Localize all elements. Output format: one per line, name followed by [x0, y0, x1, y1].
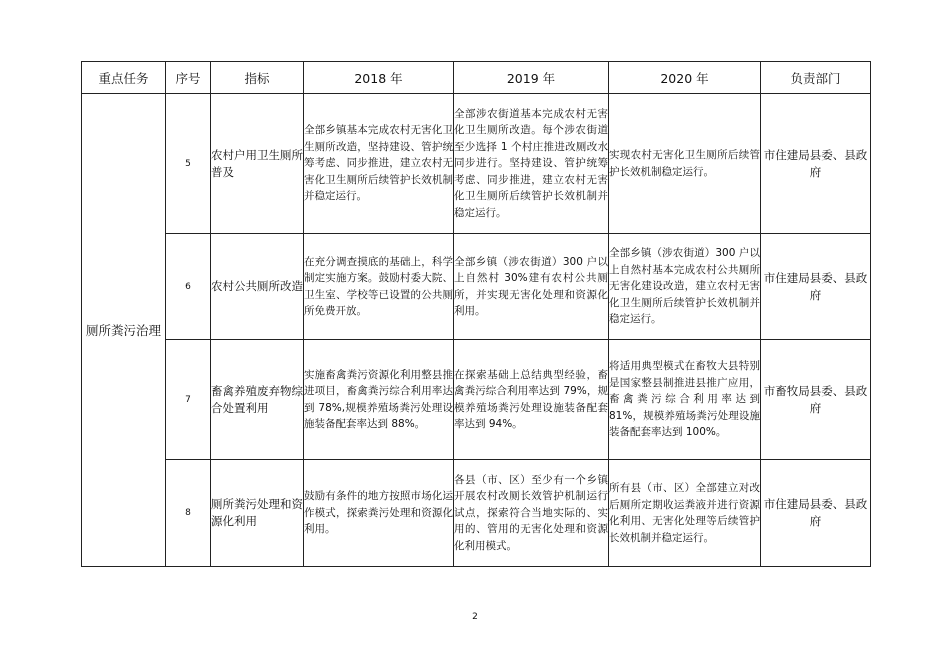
- plan-2019-cell: 全部涉农街道基本完成农村无害化卫生厕所改造。每个涉农街道至少选择 1 个村庄推进改厕改水同步进行。坚持建设、管护统筹考虑、同步推进，建立农村无害化卫生厕所后续管护长效机制并稳定运行。: [454, 94, 609, 234]
- table-header-row: [82, 62, 871, 94]
- plan-2019-cell: 在探索基础上总结典型经验，畜禽粪污综合利用率达到 79%，规模养殖场粪污处理设施装备配套率达到 94%。: [454, 340, 609, 460]
- table-row: [82, 94, 871, 234]
- seq-cell: 6: [166, 234, 211, 340]
- header-indicator: 指标: [211, 62, 304, 94]
- header-seq: 序号: [166, 62, 211, 94]
- header-2018: 2018 年: [304, 62, 454, 94]
- indicator-cell: 农村公共厕所改造: [211, 234, 304, 340]
- header-key-task: 重点任务: [82, 62, 166, 94]
- header-2019: 2019 年: [454, 62, 609, 94]
- plan-2020-cell: 所有县（市、区）全部建立对改后厕所定期收运粪液并进行资源化利用、无害化处理等后续管护长效机制并稳定运行。: [609, 460, 761, 567]
- plan-2020-cell: 全部乡镇（涉农街道）300 户以上自然村基本完成农村公共厕所无害化建设改造，建立农村无害化卫生厕所后续管护长效机制并稳定运行。: [609, 234, 761, 340]
- plan-2018-cell: 鼓励有条件的地方按照市场化运作模式，探索粪污处理和资源化利用。: [304, 460, 454, 567]
- department-cell: 市住建局县委、县政府: [761, 94, 871, 234]
- department-cell: 市住建局县委、县政府: [761, 234, 871, 340]
- task-table: [81, 61, 871, 567]
- plan-2019-cell: 全部乡镇（涉农街道）300 户以上自然村 30%建有农村公共厕所，并实现无害化处理和资源化利用。: [454, 234, 609, 340]
- plan-2020-cell: 实现农村无害化卫生厕所后续管护长效机制稳定运行。: [609, 94, 761, 234]
- department-cell: 市畜牧局县委、县政府: [761, 340, 871, 460]
- seq-cell: 8: [166, 460, 211, 567]
- indicator-cell: 厕所粪污处理和资源化利用: [211, 460, 304, 567]
- plan-2018-cell: 实施畜禽粪污资源化利用整县推进项目，畜禽粪污综合利用率达到 78%,规模养殖场粪污处理设施装备配套率达到 88%。: [304, 340, 454, 460]
- plan-2018-cell: 在充分调查摸底的基础上，科学制定实施方案。鼓励村委大院、卫生室、学校等已设置的公共厕所免费开放。: [304, 234, 454, 340]
- header-2020: 2020 年: [609, 62, 761, 94]
- seq-cell: 7: [166, 340, 211, 460]
- table-row: [82, 460, 871, 567]
- plan-2019-cell: 各县（市、区）至少有一个乡镇开展农村改厕长效管护机制运行试点，探索符合当地实际的、实用的、管用的无害化处理和资源化利用模式。: [454, 460, 609, 567]
- seq-cell: 5: [166, 94, 211, 234]
- plan-2018-cell: 全部乡镇基本完成农村无害化卫生厕所改造，坚持建设、管护统筹考虑、同步推进，建立农村无害化卫生厕所后续管护长效机制并稳定运行。: [304, 94, 454, 234]
- task-group-cell: 厕所粪污治理: [82, 94, 166, 567]
- table-row: [82, 234, 871, 340]
- page-number: 2: [472, 612, 478, 622]
- indicator-cell: 畜禽养殖废弃物综合处置利用: [211, 340, 304, 460]
- header-department: 负责部门: [761, 62, 871, 94]
- indicator-cell: 农村户用卫生厕所普及: [211, 94, 304, 234]
- department-cell: 市住建局县委、县政府: [761, 460, 871, 567]
- table-row: [82, 340, 871, 460]
- plan-2020-cell: 将适用典型模式在畜牧大县特别是国家整县制推进县推广应用，畜禽粪污综合利用率达到 81%，规模养殖场粪污处理设施装备配套率达到 100%。: [609, 340, 761, 460]
